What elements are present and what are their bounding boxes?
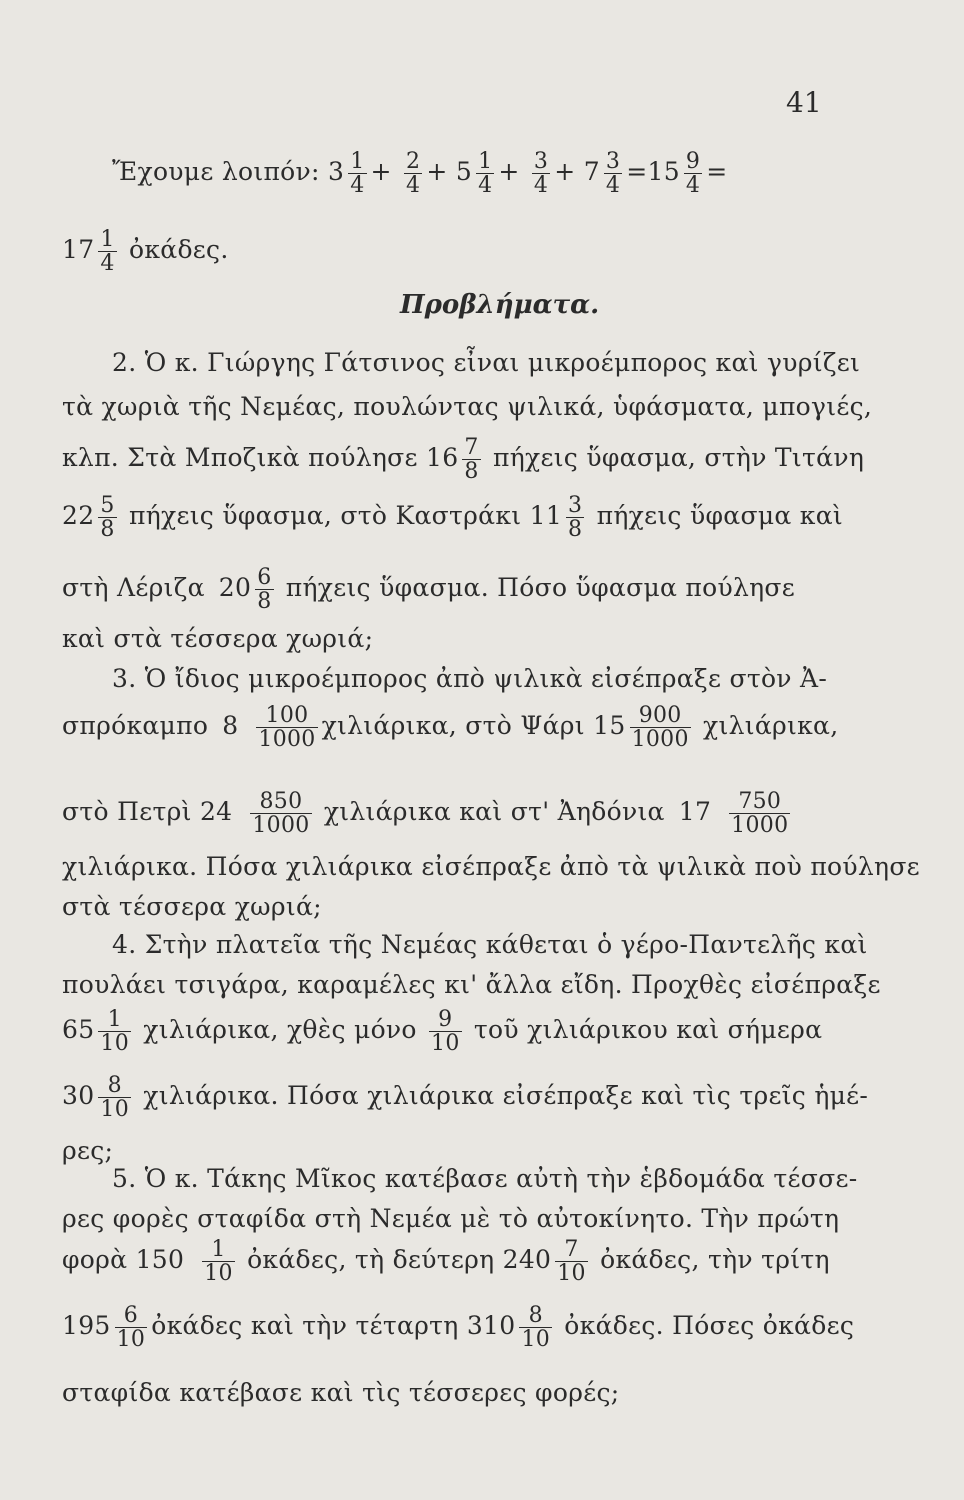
problem-4-line: 30 $\frac{8}{10}$ χιλιάρικα. Πόσα χιλιάρικα εἰσέπραξε καὶ τὶς τρεῖς ἡμέ- — [62, 1073, 869, 1123]
problem-2-line: κλπ. Στὰ Μποζικὰ πούλησε 16 $\frac{7}{8}$ πήχεις ὕφασμα, στὴν Τιτάνη — [62, 435, 865, 485]
problem-3-line: 3. Ὁ ἴδιος μικροέμπορος ἀπὸ ψιλικὰ εἰσέπραξε στὸν Ἀ- — [112, 664, 828, 693]
problem-5-line: 195 $\frac{6}{10}$ ὀκάδες καὶ τὴν τέταρτη 310 $\frac{8}{10}$ ὀκάδες. Πόσες ὀκάδες — [62, 1303, 855, 1353]
fraction: $\frac{1}{10}$ — [100, 1007, 130, 1057]
problem-4-line: ρες; — [62, 1136, 114, 1165]
fraction: $\frac{9}{4}$ — [685, 149, 701, 199]
problem-5-line: φορὰ 150 $\frac{1}{10}$ ὀκάδες, τὴ δεύτερη 240 $\frac{7}{10}$ ὀκάδες, τὴν τρίτη — [62, 1237, 830, 1287]
result-line: 17 $\frac{1}{4}$ ὀκάδες. — [62, 227, 229, 277]
problem-4-line: 4. Στὴν πλατεῖα τῆς Νεμέας κάθεται ὁ γέρο-Παντελῆς καὶ — [112, 930, 868, 959]
problem-2-line: καὶ στὰ τέσσερα χωριά; — [62, 624, 374, 653]
fraction: $\frac{7}{10}$ — [557, 1237, 586, 1287]
problem-4-line: πουλάει τσιγάρα, καραμέλες κι' ἄλλα εἴδη. Προχθὲς εἰσέπραξε — [62, 970, 881, 999]
problem-5-line: σταφίδα κατέβασε καὶ τὶς τέσσερες φορές; — [62, 1378, 620, 1407]
fraction: $\frac{850}{1000}$ — [252, 789, 310, 839]
problem-5-line: ρες φορὲς σταφίδα στὴ Νεμέα μὲ τὸ αὐτοκίνητο. Τὴν πρώτη — [62, 1204, 840, 1233]
fraction: $\frac{3}{8}$ — [568, 493, 583, 543]
fraction: $\frac{3}{4}$ — [533, 149, 549, 199]
fraction: $\frac{750}{1000}$ — [731, 789, 789, 839]
problem-3-line: στὰ τέσσερα χωριά; — [62, 892, 322, 921]
section-title: Προβλήματα. — [400, 290, 600, 320]
fraction: $\frac{1}{4}$ — [100, 227, 115, 277]
problem-3-line: στὸ Πετρὶ 24 $\frac{850}{1000}$ χιλιάρικα καὶ στ' Ἀηδόνια 17 $\frac{750}{1000}$ — [62, 789, 789, 839]
problem-2-line: στὴ Λέριζα 20 $\frac{6}{8}$ πήχεις ὕφασμα. Πόσο ὕφασμα πούλησε — [62, 565, 796, 615]
fraction: $\frac{6}{8}$ — [257, 565, 272, 615]
fraction: $\frac{1}{10}$ — [204, 1237, 233, 1287]
equation-line: Ἔχουμε λοιπόν: 3 $\frac{1}{4}$ + $\frac{2}{4}$ + 5 $\frac{1}{4}$ + $\frac{3}{4}$ + 7 $\frac{3}{4}$ =15 $\frac{9}{4}$ = — [112, 149, 728, 199]
fraction: $\frac{8}{10}$ — [521, 1303, 551, 1353]
problem-2-line: τὰ χωριὰ τῆς Νεμέας, πουλώντας ψιλικά, ὑφάσματα, μπογιές, — [62, 392, 873, 421]
problem-5-line: 5. Ὁ κ. Τάκης Μῖκος κατέβασε αὐτὴ τὴν ἑβδομάδα τέσσε- — [112, 1164, 858, 1193]
fraction: $\frac{5}{8}$ — [100, 493, 115, 543]
problem-3-line: σπρόκαμπο 8 $\frac{100}{1000}$ χιλιάρικα, στὸ Ψάρι 15 $\frac{900}{1000}$ χιλιάρικα, — [62, 703, 839, 753]
fraction: $\frac{3}{4}$ — [605, 149, 621, 199]
fraction: $\frac{8}{10}$ — [100, 1073, 130, 1123]
fraction: $\frac{7}{8}$ — [464, 435, 479, 485]
fraction: $\frac{6}{10}$ — [116, 1303, 146, 1353]
problem-2-line: 2. Ὁ κ. Γιώργης Γάτσινος εἶναι μικροέμπορος καὶ γυρίζει — [112, 348, 861, 377]
fraction: $\frac{1}{4}$ — [350, 149, 365, 199]
fraction: $\frac{1}{4}$ — [478, 149, 493, 199]
fraction: $\frac{2}{4}$ — [406, 149, 421, 199]
fraction: $\frac{9}{10}$ — [431, 1007, 460, 1057]
problem-4-line: 65 $\frac{1}{10}$ χιλιάρικα, χθὲς μόνο $\frac{9}{10}$ τοῦ χιλιάρικου καὶ σήμερα — [62, 1007, 823, 1057]
fraction: $\frac{900}{1000}$ — [631, 703, 689, 753]
problem-2-line: 22 $\frac{5}{8}$ πήχεις ὕφασμα, στὸ Καστράκι 11 $\frac{3}{8}$ πήχεις ὕφασμα καὶ — [62, 493, 844, 543]
problem-3-line: χιλιάρικα. Πόσα χιλιάρικα εἰσέπραξε ἀπὸ τὰ ψιλικὰ ποὺ πούλησε — [62, 852, 920, 881]
page-number: 41 — [786, 86, 822, 119]
fraction: $\frac{100}{1000}$ — [258, 703, 316, 753]
